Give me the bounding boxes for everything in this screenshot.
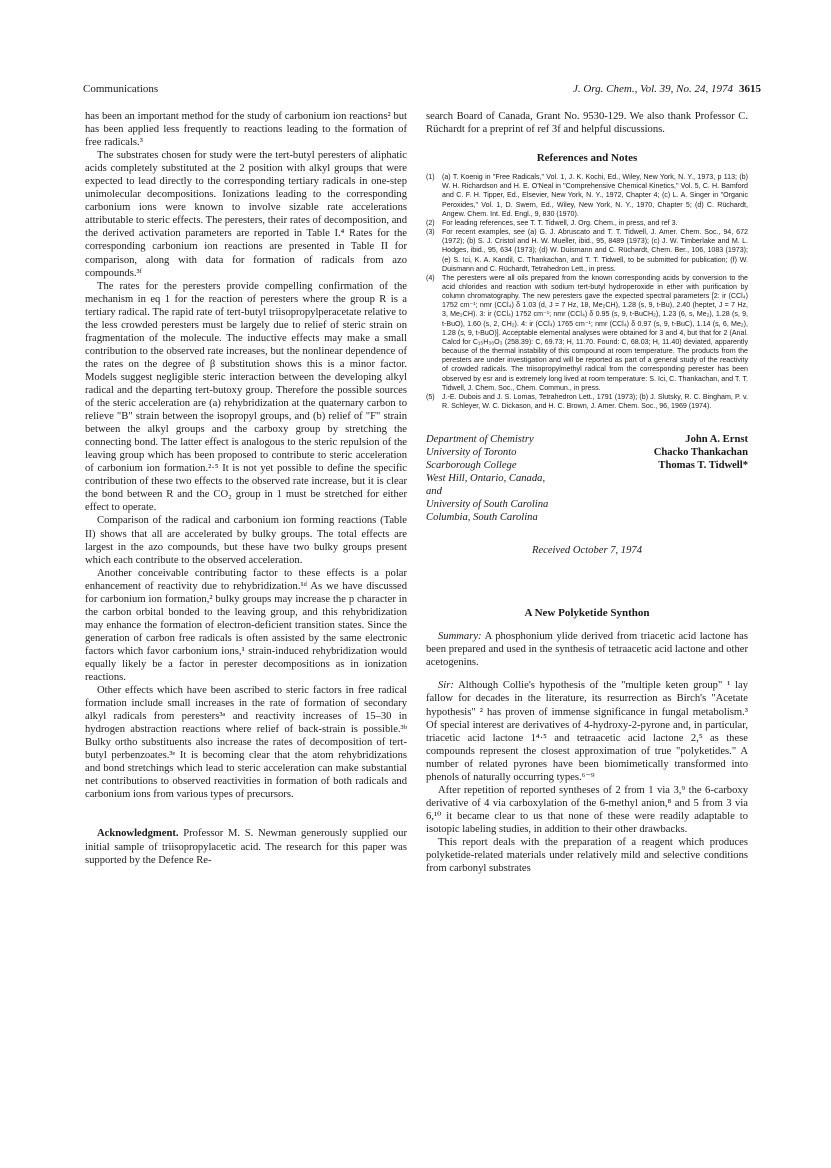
paragraph: has been an important method for the study of carbonium ion reactions² but has been applied less frequently to reactions leading to the formation of free radicals.³: [85, 111, 407, 149]
paragraph: Comparison of the radical and carbonium ion forming reactions (Table II) shows that all are accelerated by bulky groups. The total effects are largest in the azo compounds, but these have two bulky groups present which each contribute to the observed acceleration.: [85, 515, 407, 566]
reference-number: (1): [426, 173, 435, 182]
reference-number: (4): [426, 273, 435, 282]
summary-text: A phosphonium ylide derived from triacetic acid lactone has been prepared and used in the synthesis of tetraacetic acid lactone and other acetogenins.: [426, 631, 748, 669]
institution-line: and: [426, 486, 442, 498]
references-list: [426, 173, 748, 411]
reference-item: [426, 219, 748, 228]
references-heading: References and Notes: [536, 152, 638, 165]
affiliation-block: [426, 433, 748, 524]
reference-text: J.-E. Dubois and J. S. Lomas, Tetrahedron Lett., 1791 (1973); (b) J. Slutsky, R. C. Bingham, P. v. R. Schleyer, W. C. Dickason, and H. C. Brown, J. Amer. Chem. Soc., 96, 1969 (1974).: [442, 392, 748, 411]
reference-number: (2): [426, 218, 435, 227]
summary-label: Summary:: [438, 631, 482, 643]
reference-number: (3): [426, 228, 435, 237]
authors: [654, 433, 748, 524]
institution-line: Columbia, South Carolina: [426, 512, 538, 524]
received-date: Received October 7, 1974: [531, 545, 642, 557]
paragraph: After repetition of reported syntheses of 2 from 1 via 3,⁹ the 6-carboxy derivative of 4 via carboxylation of the 6-methyl anion,⁸ and 5 from 3 via 6,¹⁰ it became clear to us that none of these were readily adaptable to isotopic labeling studies, in addition to their other drawbacks.: [426, 784, 748, 835]
acknowledgment-label: Acknowledgment.: [97, 828, 179, 840]
institution-line: West Hill, Ontario, Canada,: [426, 473, 546, 485]
reference-item: [426, 274, 748, 393]
reference-item: [426, 228, 748, 274]
paragraph: Other effects which have been ascribed to steric factors in free radical formation include small increases in the rate of formation of secondary alkyl radicals from peresters³ᵃ and reactivity increases of 15–30 in hydrogen abstraction reactions where relief of back-strain is possible.³ᵇ Bulky ortho substituents also increase the rates of decomposition of tert-butyl perbenzoates.³ᵉ It is becoming clear that the atom rehybridizations and bond stretchings which lead to steric acceleration can make substantial net contributions to observed reactivities in formation of both radicals and carbonium ions from various types of precursors.: [85, 685, 407, 801]
reference-item: [426, 393, 748, 411]
institution-line: University of Toronto: [426, 447, 517, 459]
right-column: [426, 110, 748, 875]
reference-text: For leading references, see T. T. Tidwell, J. Org. Chem., in press, and ref 3.: [442, 218, 678, 227]
paragraph: search Board of Canada, Grant No. 9530-129. We also thank Professor C. Rüchardt for a preprint of ref 3f and helpful discussions.: [426, 111, 748, 136]
paragraph: The rates for the peresters provide compelling confirmation of the mechanism in eq 1 for the reaction of peresters where the group R is a tertiary radical. The rapid rate of tert-butyl triisopropylperacetate relative to the less crowded peresters must be largely due to relief of steric strain on fragmentation of the molecule. The inductive effects may make a small contribution to the observed rate increases, but the nonlinear dependence of the rates on the degree of β substitution shows this is a minor factor. Models suggest negligible steric interaction between the developing alkyl radical and the departing tert-butoxy group. Therefore the possible sources of the steric acceleration are (a) rehybridization at the quaternary carbon to relieve "B" strain between the isopropyl groups, and (b) relief of "F" strain between the alkyl groups and the carboxy group by stretching the connecting bond. The latter effect is analogous to the steric repulsion of the leaving group which has been proposed to contribute to steric acceleration of carbonium ion formation.²·⁵ It is not yet possible to define the specific contribution of these two effects to the observed rate increase, but it is clear the bond between R and the CO₂ group in 1 must be stretched for either effect to operate.: [85, 280, 407, 514]
institution-line: Scarborough College: [426, 460, 517, 472]
institution-line: Department of Chemistry: [426, 434, 534, 446]
page-number: 3615: [739, 83, 761, 95]
running-head-journal: [573, 83, 761, 95]
paragraph: The substrates chosen for study were the tert-butyl peresters of aliphatic acids completely substituted at the 2 position with alkyl groups that were expected to lead directly to the corresponding tertiary radicals in one-step unimolecular decompositions. Ionizations leading to the corresponding carbonium ions were known to involve sizable rate accelerations attributable to steric effects. The peresters, their rates of decomposition, and the derived activation parameters are reported in Table I.⁴ Rates for the corresponding carbonium ion reactions are presented in Table II for comparison, along with data for formation of radicals from azo compounds.³ᶠ: [85, 150, 407, 279]
paragraph: This report deals with the preparation of a reagent which produces polyketide-related materials under relatively mild and selective conditions from carbonyl substrates: [426, 837, 748, 875]
paragraph-text: Although Collie's hypothesis of the "multiple keten group" ¹ lay fallow for decades in the literature, its resurrection as Birch's "Acetate hypothesis" ² has proven of immense significance in fungal metabolism.³ Of special interest are derivatives of 4-hydroxy-2-pyrone and, in particular, triacetic acid lactone 1⁴·⁵ and tetraacetic acid lactone 2,⁵ as these compounds represent the closest approximation of true "polyketides." A number of related pyrones have been biomimetically transformed into phenols of naturally occurring types.⁶⁻⁹: [426, 680, 748, 783]
paragraph: Another conceivable contributing factor to these effects is a polar enhancement of reactivity due to rehybridization.¹ᵈ As we have discussed for carbonium ion formation,² bulky groups may increase the p character in the carbon orbital bonded to the leaving group, and this rehybridization may enhance the formation of electron-deficient transition states. Since the generation of carbon free radicals is often assisted by the same electronic factors which favor carbonium ions,¹ strain-induced rehybridization would equally likely be a factor in perester decompositions as in ionization reactions.: [85, 567, 407, 684]
running-head-section: Communications: [83, 83, 159, 95]
article-title: A New Polyketide Synthon: [524, 607, 650, 620]
reference-number: (5): [426, 392, 435, 401]
journal-citation: J. Org. Chem., Vol. 39, No. 24, 1974: [572, 83, 733, 95]
reference-item: [426, 173, 748, 219]
acknowledgment: [85, 827, 407, 866]
reference-text: The peresters were all oils prepared from the known corresponding acids by conversion to the acid chlorides and reaction with sodium tert-butyl hydroperoxide in ether with purification by column chromatography. The new peresters gave the expected spectral parameters [2: ir (CCl₄) 1752 cm⁻¹; nmr (CCl₄) δ 1.03 (d, J = 7 Hz, 18, Me₂CH), 1.28 (s, 9, t-Bu), 2.40 (heptet, J = 7 Hz, 3, Me₂CH). 3: ir (CCl₄) 1752 cm⁻¹; nmr (CCl₄) δ 0.95 (s, 9, t-BuCH₂), 1.23 (6, s, Me₂), 1.28 (s, 9, t-BuO), 1.60 (s, 2, CH₂). 4: ir (CCl₄) 1765 cm⁻¹; nmr (CCl₄) δ 0.97 (s, 9, t-BuC), 1.14 (s, 6, Me₂), 1.28 (s, 9, t-BuO)]. Acceptable elemental analyses were obtained for 3 and 4, but that for 2 (Anal. Calcd for C₁₅H₃₀O₃ (258.39): C, 69.73; H, 11.70. Found: C, 68.03; H, 11.40) deviated, apparently because of the thermal instability of this compound at room temperature. The products from the peresters are under investigation and will be reported as part of a general study of the reactivity of crowded radicals. The triisopropylmethyl radical from the corresponding perester has been observed by esr and is extremely long lived at room temperature: S. Ici, C. Thankachan, and T. T. Tidwell, J. Chem. Soc., Chem. Commun., in press.: [442, 273, 748, 392]
reference-text: (a) T. Koenig in "Free Radicals," Vol. 1, J. K. Kochi, Ed., Wiley, New York, N. Y., 1973, p 113; (b) W. H. Richardson and H. E. O'Neal in "Comprehensive Chemical Kinetics," Vol. 5, C. H. Bamford and C. F. H. Tipper, Ed., Elsevier, New York, N. Y., 1972, Chapter 4; (c) L. A. Singer in "Organic Peroxides," Vol. 1, D. Swern, Ed., Wiley, New York, N. Y., 1970, Chapter 5; (d) C. Rüchardt, Angew. Chem. Int. Ed. Engl., 9, 830 (1970).: [442, 173, 748, 218]
summary: [426, 630, 748, 669]
author-name: Chacko Thankachan: [653, 447, 748, 459]
paragraph: [426, 679, 748, 783]
sir-label: Sir:: [438, 680, 454, 692]
reference-text: For recent examples, see (a) G. J. Abruscato and T. T. Tidwell, J. Amer. Chem. Soc., 94, 672 (1972); (b) S. J. Cristol and H. W. Mueller, ibid., 95, 8489 (1973); (c) J. W. Timberlake and M. L. Hodges, ibid., 95, 634 (1973); (d) W. Duismann and C. Rüchardt, Chem. Ber., 106, 1083 (1973); (e) S. Ici, K. A. Kandil, C. Thankachan, and T. T. Tidwell, to be submitted for publication; (f) W. Duismann and C. Rüchardt, Tetrahedron Lett., in press.: [442, 228, 748, 273]
left-column: [85, 110, 407, 867]
author-name: John A. Ernst: [685, 434, 748, 446]
institution-line: University of South Carolina: [426, 499, 549, 511]
author-name: Thomas T. Tidwell*: [658, 460, 748, 472]
institution: [426, 433, 548, 524]
acknowledgment-text: Professor M. S. Newman generously supplied our initial sample of triisopropylacetic acid. The research for this paper was supported by the Defence Re-: [85, 828, 407, 866]
